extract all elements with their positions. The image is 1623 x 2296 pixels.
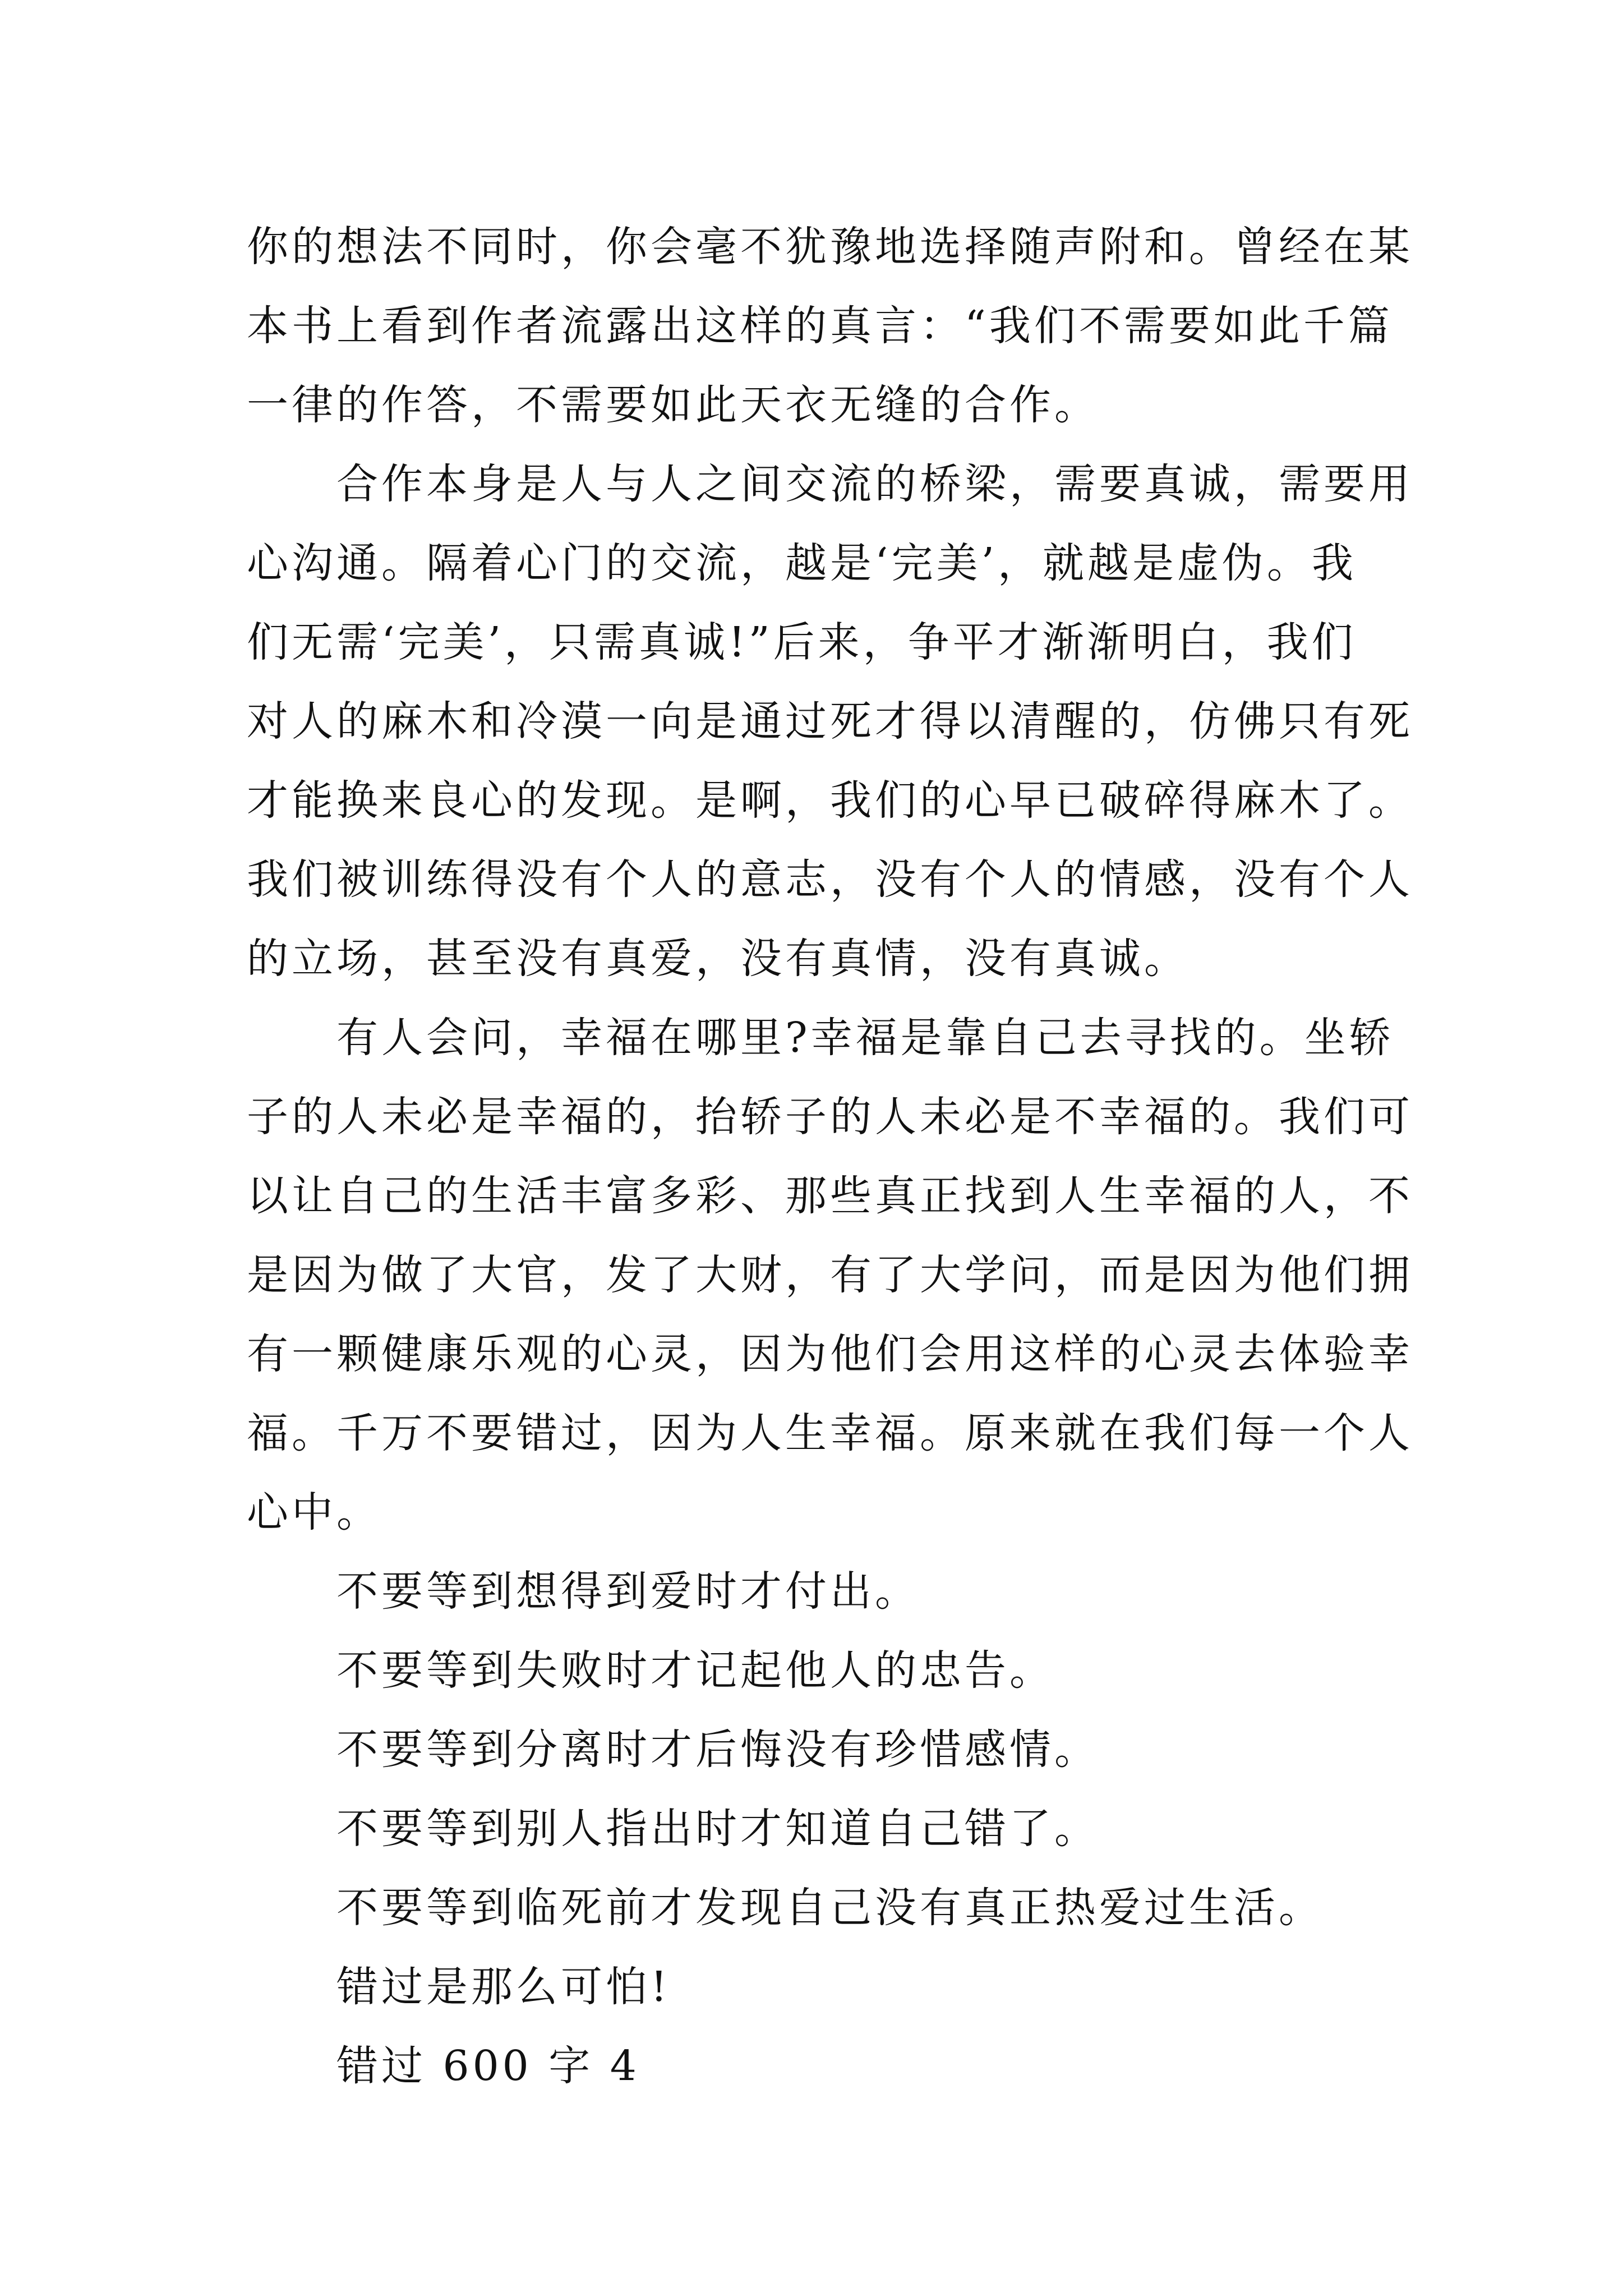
text-line: 错过是那么可怕!	[336, 1963, 671, 2011]
text-line: 合作本身是人与人之间交流的桥梁，需要真诚，需要用	[336, 460, 1413, 508]
text-line: 才能换来良心的发现。是啊，我们的心早已破碎得麻木了。	[247, 776, 1413, 825]
text-line: 是因为做了大官，发了大财，有了大学问，而是因为他们拥	[247, 1251, 1413, 1299]
text-line: 福。千万不要错过，因为人生幸福。原来就在我们每一个人	[247, 1409, 1413, 1457]
text-line: 对人的麻木和冷漠一向是通过死才得以清醒的，仿佛只有死	[247, 697, 1413, 746]
text-line: 不要等到临死前才发现自己没有真正热爱过生活。	[336, 1884, 1324, 1932]
document-body	[247, 208, 1413, 2106]
text-line: 们无需‘完美’，只需真诚!”后来，争平才渐渐明白，我们	[247, 618, 1357, 666]
text-line: 不要等到想得到爱时才付出。	[336, 1567, 920, 1616]
text-line: 的立场，甚至没有真爱，没有真情，没有真诚。	[247, 935, 1189, 983]
text-line: 不要等到别人指出时才知道自己错了。	[336, 1805, 1099, 1853]
text-line: 有人会问，幸福在哪里?幸福是靠自己去寻找的。坐轿	[336, 1014, 1394, 1062]
text-line: 不要等到失败时才记起他人的忠告。	[336, 1646, 1054, 1695]
text-line: 我们被训练得没有个人的意志，没有个人的情感，没有个人	[247, 855, 1413, 904]
text-line: 心中。	[247, 1488, 381, 1536]
text-line: 本书上看到作者流露出这样的真言：“我们不需要如此千篇	[247, 302, 1393, 350]
text-line: 子的人未必是幸福的，抬轿子的人未必是不幸福的。我们可	[247, 1093, 1413, 1141]
text-line: 一律的作答，不需要如此天衣无缝的合作。	[247, 381, 1099, 429]
text-line: 有一颗健康乐观的心灵，因为他们会用这样的心灵去体验幸	[247, 1330, 1413, 1378]
text-line: 心沟通。隔着心门的交流，越是‘完美’，就越是虚伪。我	[247, 539, 1357, 587]
text-line: 你的想法不同时，你会毫不犹豫地选择随声附和。曾经在某	[247, 223, 1413, 271]
text-line: 错过 600 字 4	[336, 2042, 640, 2090]
text-line: 不要等到分离时才后悔没有珍惜感情。	[336, 1726, 1099, 1774]
text-line: 以让自己的生活丰富多彩、那些真正找到人生幸福的人，不	[247, 1172, 1413, 1220]
